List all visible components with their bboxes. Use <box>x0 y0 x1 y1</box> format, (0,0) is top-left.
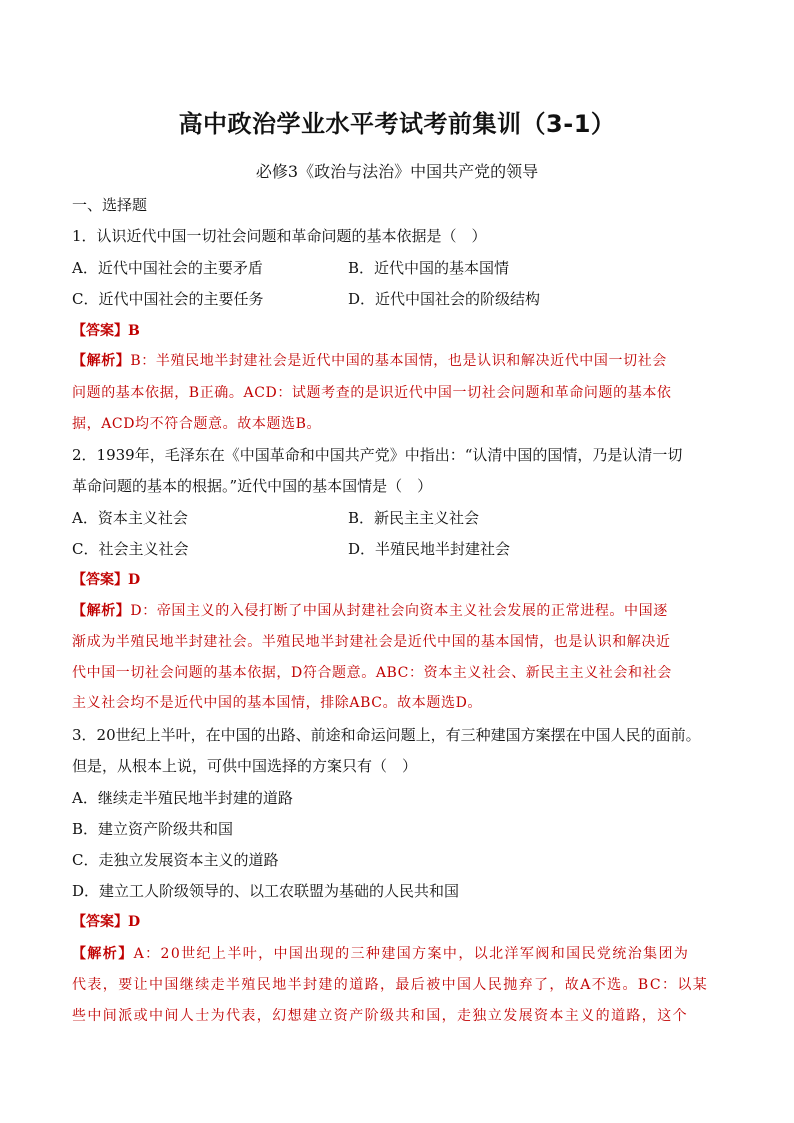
question-1-answer <box>72 320 140 340</box>
explanation-text: B：半殖民地半封建社会是近代中国的基本国情，也是认识和解决近代中国一切社会 <box>130 353 667 369</box>
question-1-option-d: D．近代中国社会的阶级结构 <box>348 290 541 308</box>
question-3-explanation-line: 代表，要让中国继续走半殖民地半封建的道路，最后被中国人民抛弃了，故A不选。BC：以某 <box>72 977 709 993</box>
question-3-explanation-line <box>72 943 689 963</box>
answer-value: B <box>128 323 140 339</box>
question-3-explanation-line: 些中间派或中间人士为代表，幻想建立资产阶级共和国，走独立发展资本主义的道路，这个 <box>72 1008 688 1024</box>
question-3-option-c: C．走独立发展资本主义的道路 <box>72 851 279 869</box>
question-3-option-d: D．建立工人阶级领导的、以工农联盟为基础的人民共和国 <box>72 882 460 900</box>
section-heading: 一、选择题 <box>72 196 148 214</box>
question-1-option-a: A．近代中国社会的主要矛盾 <box>72 259 263 277</box>
question-2-option-a: A．资本主义社会 <box>72 509 188 527</box>
question-3-stem: 3．20世纪上半叶，在中国的出路、前途和命运问题上，有三种建国方案摆在中国人民的面前。 <box>72 726 701 744</box>
explanation-label: 【解析】 <box>72 946 134 962</box>
question-3-option-a: A．继续走半殖民地半封建的道路 <box>72 789 293 807</box>
question-2-explanation-line <box>72 600 668 620</box>
question-3-option-b: B．建立资产阶级共和国 <box>72 820 234 838</box>
answer-label: 【答案】 <box>72 914 128 930</box>
answer-value: D <box>128 572 141 588</box>
question-1-explanation-line <box>72 350 667 370</box>
page-title: 高中政治学业水平考试考前集训（3-1） <box>178 110 616 138</box>
answer-value: D <box>128 914 141 930</box>
question-1-option-b: B．近代中国的基本国情 <box>348 259 510 277</box>
question-2-answer <box>72 569 140 589</box>
question-1-explanation-line: 问题的基本依据，B正确。ACD：试题考查的是识近代中国一切社会问题和革命问题的基本依 <box>72 385 672 401</box>
question-1-option-c: C．近代中国社会的主要任务 <box>72 290 264 308</box>
question-2-option-d: D．半殖民地半封建社会 <box>348 540 511 558</box>
question-1-explanation-line: 据，ACD均不符合题意。故本题选B。 <box>72 416 322 432</box>
question-2-explanation-line: 代中国一切社会问题的基本依据，D符合题意。ABC：资本主义社会、新民主主义社会和社会 <box>72 665 672 681</box>
question-1-stem: 1．认识近代中国一切社会问题和革命问题的基本依据是（ ） <box>72 227 487 245</box>
explanation-label: 【解析】 <box>72 603 131 619</box>
question-2-option-c: C．社会主义社会 <box>72 540 189 558</box>
question-2-explanation-line: 渐成为半殖民地半封建社会。半殖民地半封建社会是近代中国的基本国情，也是认识和解决近 <box>72 634 671 650</box>
answer-label: 【答案】 <box>72 323 128 339</box>
question-2-stem: 革命问题的基本的根据。”近代中国的基本国情是（ ） <box>72 477 433 495</box>
answer-label: 【答案】 <box>72 572 128 588</box>
question-3-answer <box>72 911 140 931</box>
explanation-text: D：帝国主义的入侵打断了中国从封建社会向资本主义社会发展的正常进程。中国逐 <box>130 603 668 619</box>
question-2-option-b: B．新民主主义社会 <box>348 509 480 527</box>
explanation-label: 【解析】 <box>72 353 131 369</box>
explanation-text: A：20世纪上半叶，中国出现的三种建国方案中，以北洋军阀和国民党统治集团为 <box>133 946 690 962</box>
question-3-stem: 但是，从根本上说，可供中国选择的方案只有（ ） <box>72 757 418 775</box>
question-2-stem: 2．1939年，毛泽东在《中国革命和中国共产党》中指出：“认清中国的国情，乃是认清一切 <box>72 446 683 464</box>
question-2-explanation-line: 主义社会均不是近代中国的基本国情，排除ABC。故本题选D。 <box>72 695 482 711</box>
page-subtitle: 必修3《政治与法治》中国共产党的领导 <box>255 162 539 181</box>
